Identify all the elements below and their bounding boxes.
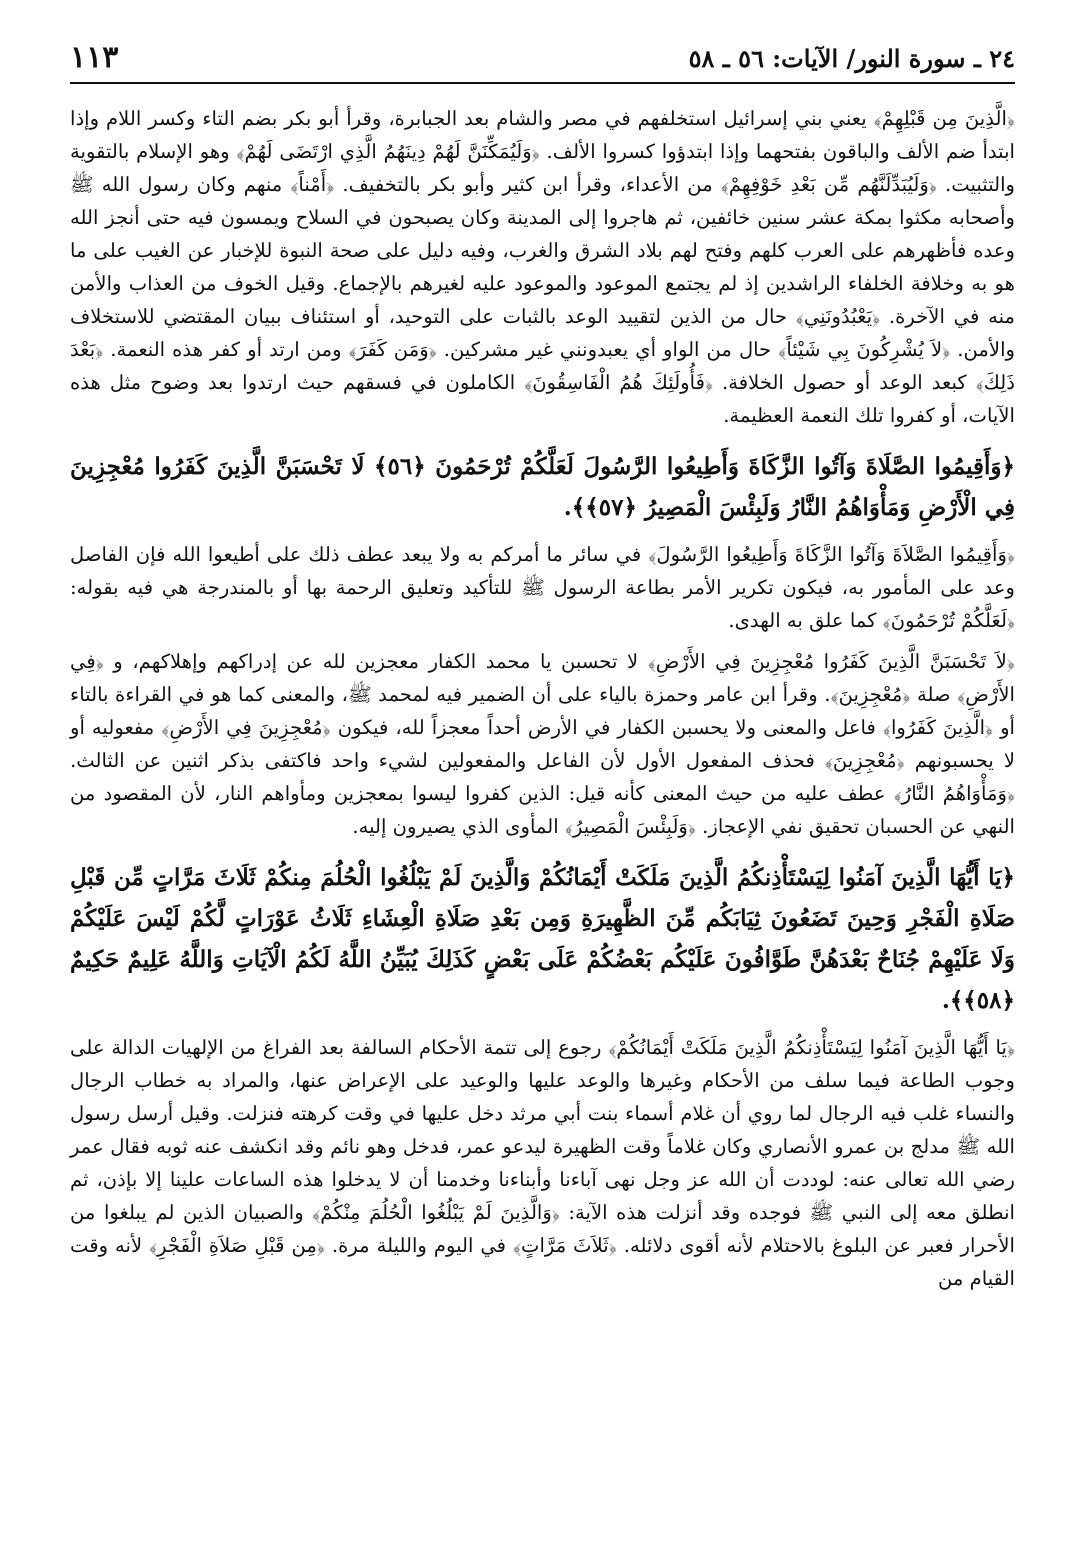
page-header <box>70 40 1015 84</box>
quran-verse-58: ﴿يَا أَيُّهَا الَّذِينَ آمَنُوا لِيَسْتَأْذِنكُمُ الَّذِينَ مَلَكَتْ أَيْمَانُكُمْ وَالَّذِينَ لَمْ يَبْلُغُوا الْحُلُمَ مِنكُمْ ثَلَاثَ مَرَّاتٍ مِّن قَبْلِ صَلَاةِ الْفَجْرِ وَحِينَ تَضَعُونَ ثِيَابَكُم مِّنَ الظَّهِيرَةِ وَمِن بَعْدِ صَلَاةِ الْعِشَاءِ ثَلَاثُ عَوْرَاتٍ لَّكُمْ لَيْسَ عَلَيْكُمْ وَلَا عَلَيْهِمْ جُنَاحٌ بَعْدَهُنَّ طَوَّافُونَ عَلَيْكُم بَعْضُكُمْ عَلَى بَعْضٍ كَذَلِكَ يُبَيِّنُ اللَّهُ لَكُمُ الْآيَاتِ وَاللَّهُ عَلِيمٌ حَكِيمٌ ﴿٥٨﴾﴾. <box>70 864 1015 1014</box>
book-page <box>70 40 1015 1540</box>
commentary-paragraph-1: ﴿الَّذِينَ مِن قَبْلِهِمْ﴾ يعني بني إسرائيل استخلفهم في مصر والشام بعد الجبابرة، وقرأ أبو بكر بضم التاء وكسر اللام وإذا ابتدأ ضم الألف والباقون بفتحهما وإذا ابتدؤوا كسروا الألف. ﴿وَلَيُمَكِّنَنَّ لَهُمْ دِينَهُمُ الَّذِي ارْتَضَى لَهُمْ﴾ وهو الإسلام بالتقوية والتثبيت. ﴿وَلَيُبَدِّلَنَّهُم مِّن بَعْدِ خَوْفِهِمْ﴾ من الأعداء، وقرأ ابن كثير وأبو بكر بالتخفيف. ﴿أَمْناً﴾ منهم وكان رسول الله ﷺ وأصحابه مكثوا بمكة عشر سنين خائفين، ثم هاجروا إلى المدينة وكان يصبحون في السلاح ويمسون فيه حتى أنجز الله وعده فأظهرهم على العرب كلهم وفتح لهم بلاد الشرق والغرب، وفيه دليل على صحة النبوة للإخبار عن الغيب على ما هو به وخلافة الخلفاء الراشدين إذ لم يجتمع الموعود والموعود عليه لغيرهم بالإجماع. وقيل الخوف من العذاب والأمن منه في الآخرة. ﴿يَعْبُدُونَنِي﴾ حال من الذين لتقييد الوعد بالثبات على التوحيد، أو استئناف ببيان المقتضي للاستخلاف والأمن. ﴿لاَ يُشْرِكُونَ بِي شَيْئاً﴾ حال من الواو أي يعبدونني غير مشركين. ﴿وَمَن كَفَرَ﴾ ومن ارتد أو كفر هذه النعمة. ﴿بَعْدَ ذَلِكَ﴾ كبعد الوعد أو حصول الخلافة. ﴿فَأُولَئِكَ هُمُ الْفَاسِقُونَ﴾ الكاملون في فسقهم حيث ارتدوا بعد وضوح مثل هذه الآيات، أو كفروا تلك النعمة العظيمة. <box>70 107 1015 427</box>
commentary-paragraph-3: ﴿لاَ تَحْسَبَنَّ الَّذِينَ كَفَرُوا مُعْجِزِينَ فِي الأَرْضِ﴾ لا تحسبن يا محمد الكفار معجزين لله عن إدراكهم وإهلاكهم، و ﴿فِي الأَرْضِ﴾ صلة ﴿مُعْجِزِينَ﴾. وقرأ ابن عامر وحمزة بالياء على أن الضمير فيه لمحمد ﷺ، والمعنى كما هو في القراءة بالتاء أو ﴿الَّذِينَ كَفَرُوا﴾ فاعل والمعنى ولا يحسبن الكفار في الأرض أحداً معجزاً لله، فيكون ﴿مُعْجِزِينَ فِي الأَرْضِ﴾ مفعوليه أو لا يحسبونهم ﴿مُعْجِزِينَ﴾ فحذف المفعول الأول لأن الفاعل والمفعولين لشيء واحد فاكتفى بذكر اثنين عن الثالث. ﴿وَمَأْوَاهُمُ النَّارُ﴾ عطف عليه من حيث المعنى كأنه قيل: الذين كفروا ليسوا بمعجزين ومأواهم النار، لأن المقصود من النهي عن الحسبان تحقيق نفي الإعجاز. ﴿وَلَبِئْسَ الْمَصِيرُ﴾ المأوى الذي يصيرون إليه. <box>70 650 1015 838</box>
commentary-paragraph-2: ﴿وَأَقِيمُوا الصَّلاَةَ وَآتُوا الزَّكَاةَ وَأَطِيعُوا الرَّسُولَ﴾ في سائر ما أمركم به ولا يبعد عطف ذلك على أطيعوا الله فإن الفاصل وعد على المأمور به، فيكون تكرير الأمر بطاعة الرسول ﷺ للتأكيد وتعليق الرحمة بها أو بالمندرجة هي فيه بقوله: ﴿لَعَلَّكُمْ تُرْحَمُونَ﴾ كما علق به الهدى. <box>70 543 1015 632</box>
surah-title: ٢٤ ـ سورة النور/ الآيات: ٥٦ ـ ٥٨ <box>688 44 1015 73</box>
page-number: ١١٣ <box>70 40 119 75</box>
commentary-paragraph-4: ﴿يَا أَيُّهَا الَّذِينَ آمَنُوا لِيَسْتَأْذِنكُمُ الَّذِينَ مَلَكَتْ أَيْمَانُكُمْ﴾ رجوع إلى تتمة الأحكام السالفة بعد الفراغ من الإلهيات الدالة على وجوب الطاعة فيما سلف من الأحكام وغيرها والوعد عليها والوعيد على الإعراض عنها، والمراد به خطاب الرجال والنساء غلب فيه الرجال لما روي أن غلام أسماء بنت أبي مرثد دخل عليها في وقت كرهته فنزلت. وقيل أرسل رسول الله ﷺ مدلج بن عمرو الأنصاري وكان غلاماً وقت الظهيرة ليدعو عمر، فدخل وهو نائم وقد انكشف عنه ثوبه فقال عمر رضي الله تعالى عنه: لوددت أن الله عز وجل نهى آباءنا وأبناءنا وخدمنا أن لا يدخلوا هذه الساعات علينا إلا بإذن، ثم انطلق معه إلى النبي ﷺ فوجده وقد أنزلت هذه الآية: ﴿وَالَّذِينَ لَمْ يَبْلُغُوا الْحُلُمَ مِنْكُمْ﴾ والصبيان الذين لم يبلغوا من الأحرار فعبر عن البلوغ بالاحتلام لأنه أقوى دلائله. ﴿ثَلاَثَ مَرَّاتٍ﴾ في اليوم والليلة مرة. ﴿مِن قَبْلِ صَلاَةِ الْفَجْرِ﴾ لأنه وقت القيام من <box>70 1036 1015 1290</box>
quran-verse-56-57: ﴿وَأَقِيمُوا الصَّلَاةَ وَآتُوا الزَّكَاةَ وَأَطِيعُوا الرَّسُولَ لَعَلَّكُمْ تُرْحَمُونَ ﴿٥٦﴾ لَا تَحْسَبَنَّ الَّذِينَ كَفَرُوا مُعْجِزِينَ فِي الْأَرْضِ وَمَأْوَاهُمُ النَّارُ وَلَبِئْسَ الْمَصِيرُ ﴿٥٧﴾﴾. <box>70 453 1015 521</box>
